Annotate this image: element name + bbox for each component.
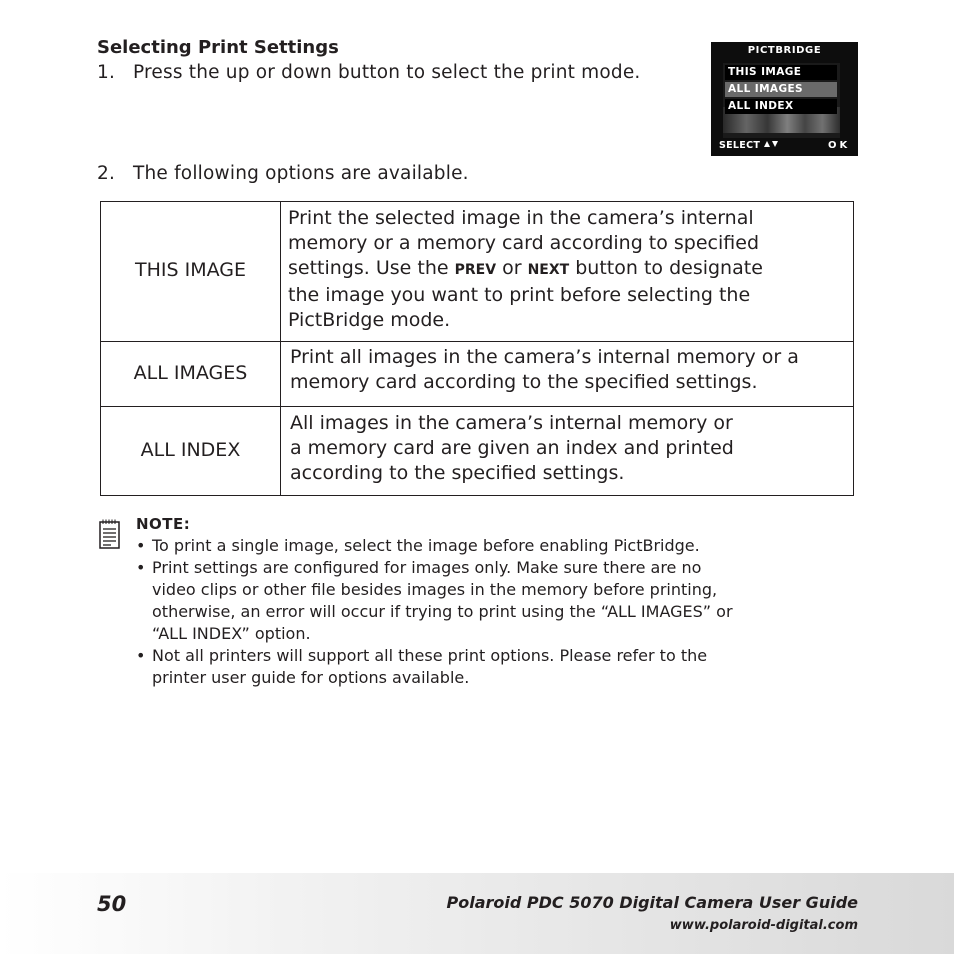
bullet: • (136, 558, 146, 577)
lcd-select-hint (719, 140, 778, 151)
option-name-this-image: THIS IMAGE (135, 259, 246, 281)
prev-button-label: PREV (454, 262, 497, 278)
note-list (136, 535, 856, 689)
desc-text: button to designate (569, 257, 763, 279)
note-item (136, 645, 856, 689)
step-2 (97, 163, 469, 184)
desc-line: Print all images in the camera’s internal memory or a (290, 346, 799, 368)
note-line: “ALL INDEX” option. (152, 624, 311, 643)
guide-title: Polaroid PDC 5070 Digital Camera User Guide (446, 893, 858, 912)
desc-line: according to the specified settings. (290, 462, 625, 484)
lcd-title: PICTBRIDGE (747, 45, 822, 56)
lcd-menu-item-this-image: THIS IMAGE (725, 65, 837, 80)
bullet: • (136, 646, 146, 665)
lcd-select-label: SELECT (719, 140, 761, 151)
desc-line: memory card according to the specified settings. (290, 371, 758, 393)
desc-line: Print the selected image in the camera’s internal (288, 207, 754, 229)
option-name-all-index: ALL INDEX (140, 439, 241, 461)
note-item (136, 557, 856, 645)
up-down-arrows-icon (764, 140, 778, 148)
desc-line: memory or a memory card according to specified (288, 232, 760, 254)
option-desc-all-images (290, 345, 850, 395)
desc-line: a memory card are given an index and printed (290, 437, 734, 459)
note-line: To print a single image, select the image before enabling PictBridge. (152, 536, 700, 555)
lcd-menu-item-all-images: ALL IMAGES (725, 82, 837, 97)
note-title: NOTE: (136, 515, 191, 533)
section-heading: Selecting Print Settings (97, 37, 339, 58)
option-desc-all-index (290, 411, 850, 486)
step-2-number: 2. (97, 163, 116, 184)
step-1-text: Press the up or down button to select the print mode. (133, 62, 641, 83)
lcd-menu-item-all-index: ALL INDEX (725, 99, 837, 114)
option-desc-this-image (288, 206, 848, 333)
page-footer-band (0, 873, 954, 954)
desc-text: settings. Use the (288, 257, 455, 279)
table-column-divider (280, 202, 281, 495)
note-line: otherwise, an error will occur if trying to print using the “ALL IMAGES” or (152, 602, 733, 621)
table-row-divider (101, 406, 853, 407)
print-options-table (100, 201, 854, 496)
website-url: www.polaroid-digital.com (669, 918, 858, 933)
step-1 (97, 62, 641, 83)
camera-lcd-screenshot (711, 42, 858, 156)
desc-line (288, 256, 848, 283)
lcd-ok-label: OK (828, 140, 851, 151)
step-1-number: 1. (97, 62, 116, 83)
next-button-label: NEXT (527, 262, 570, 278)
step-2-text: The following options are available. (133, 163, 469, 184)
desc-line: the image you want to print before selecting the (288, 284, 751, 306)
note-item (136, 535, 856, 557)
bullet: • (136, 536, 146, 555)
table-row-divider (101, 341, 853, 342)
note-line: Not all printers will support all these print options. Please refer to the (152, 646, 708, 665)
desc-line: All images in the camera’s internal memory or (290, 412, 733, 434)
desc-text: or (496, 257, 528, 279)
notepad-icon (99, 519, 120, 549)
note-line: video clips or other file besides images in the memory before printing, (152, 580, 718, 599)
note-line: printer user guide for options available. (152, 668, 470, 687)
desc-line: PictBridge mode. (288, 309, 451, 331)
note-line: Print settings are configured for images only. Make sure there are no (152, 558, 702, 577)
page-number: 50 (97, 892, 127, 916)
lcd-menu-area (723, 63, 840, 138)
option-name-all-images: ALL IMAGES (133, 362, 248, 384)
